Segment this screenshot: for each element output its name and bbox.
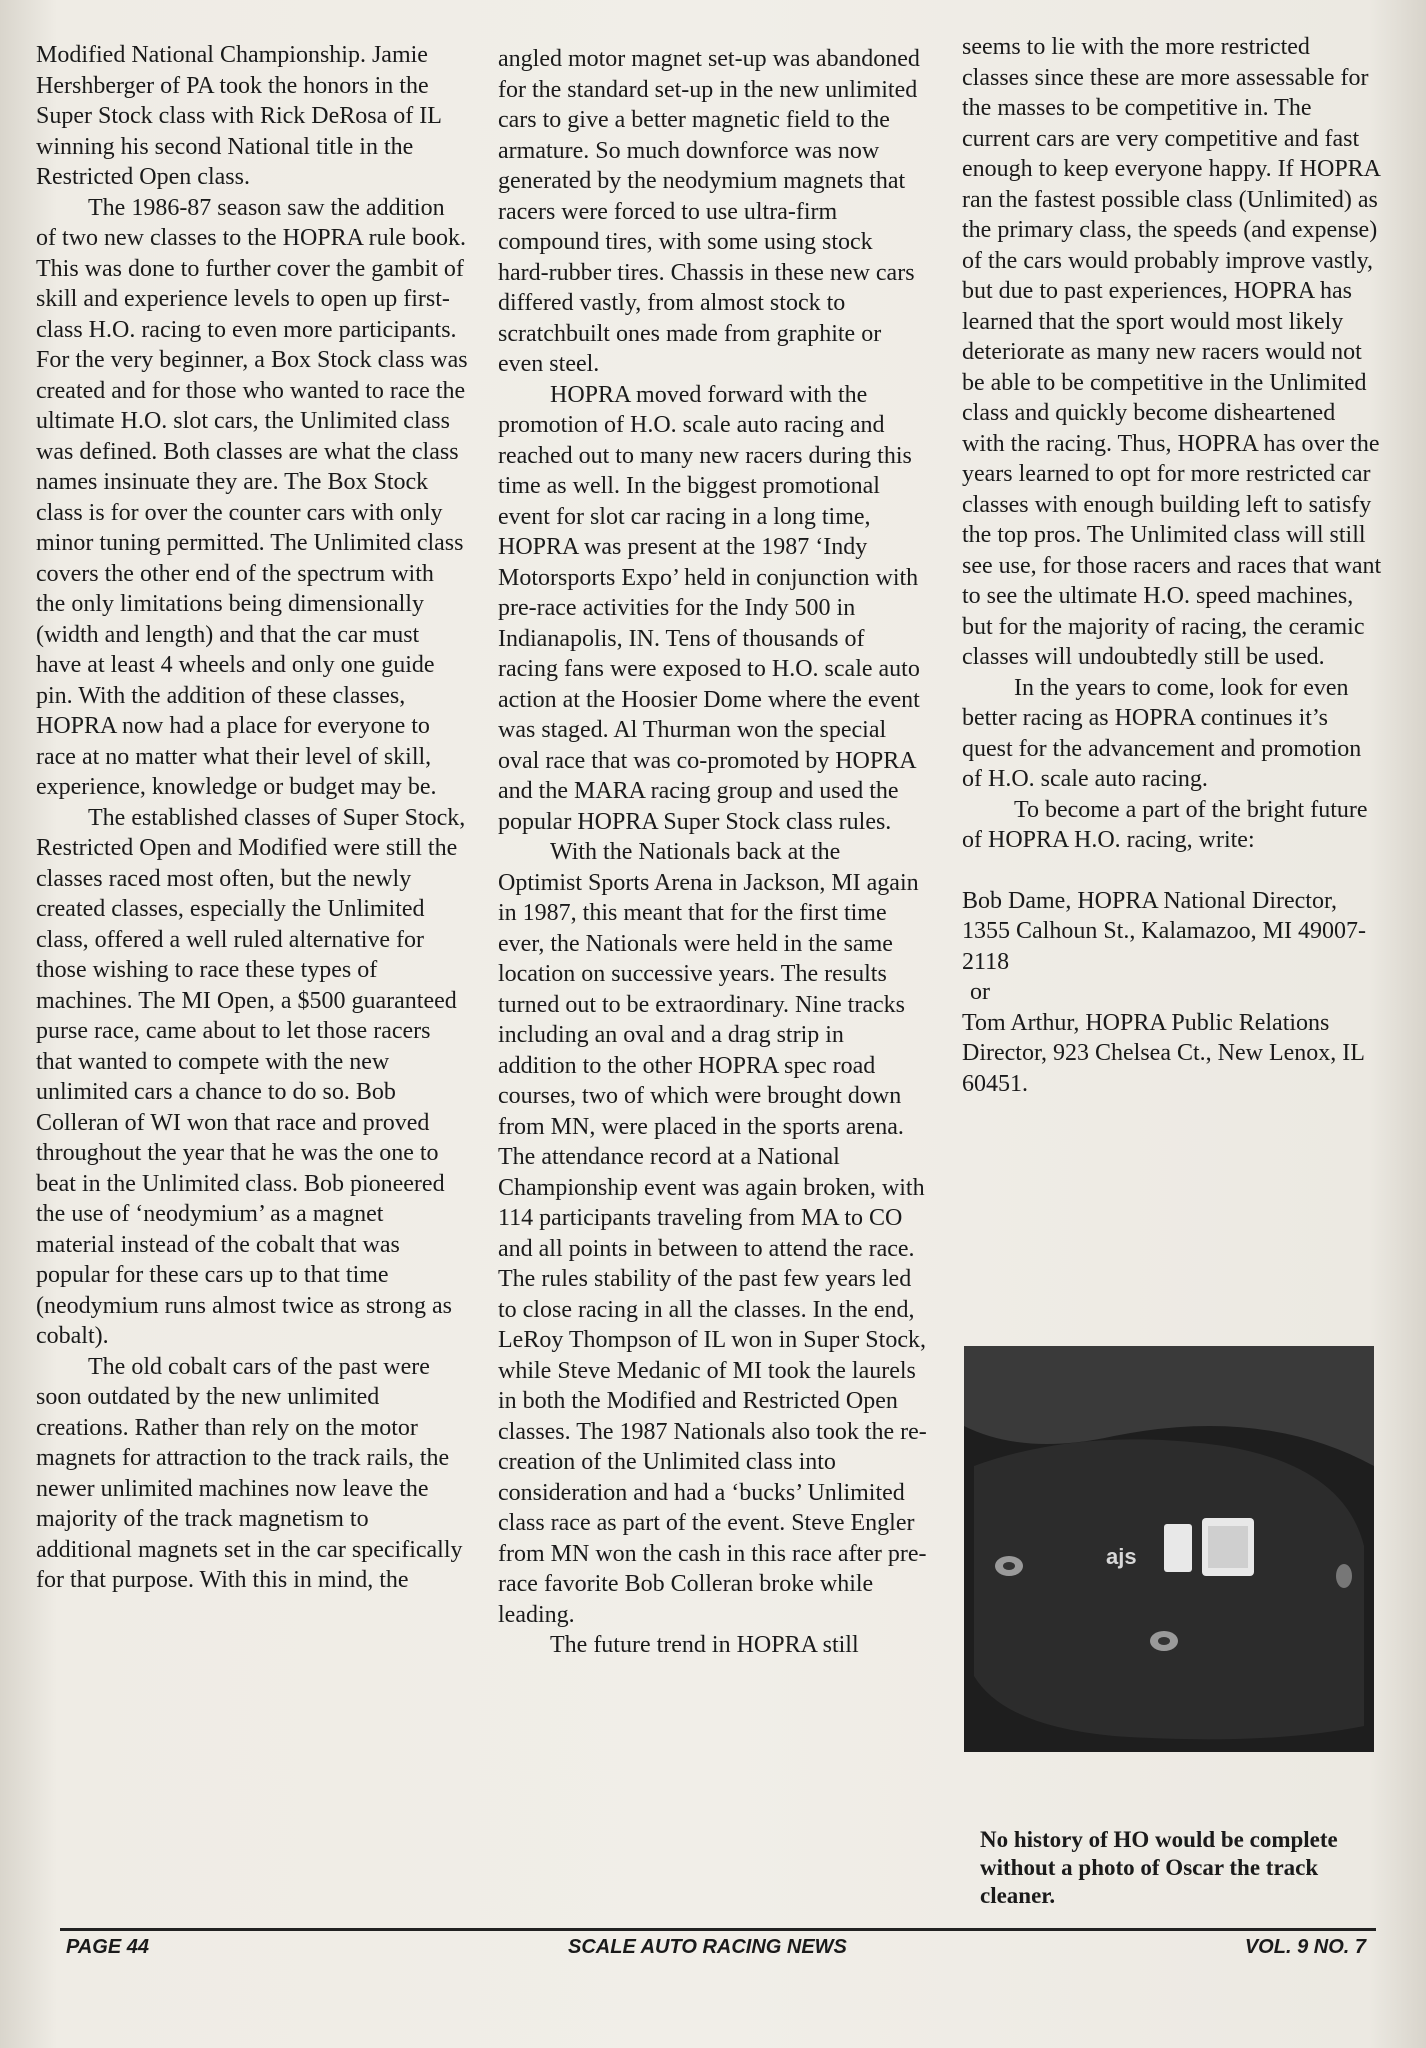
paragraph: To become a part of the bright future of HOPRA H.O. racing, write:: [962, 796, 1368, 853]
paragraph: angled motor magnet set-up was abandoned for the standard set-up in the new unlimited cars to give a better magnetic field to the armature. So much downforce was now generated by the neodymium magnets that racers were forced to use ultra-firm compound tires, with some using stock hard-rubber tires. Chassis in these new cars differed vastly, from almost stock to scratchbuilt ones made from graphite or even steel.: [498, 46, 920, 377]
article-column-3: [962, 32, 1382, 1099]
paragraph: With the Nationals back at the Optimist Sports Arena in Jackson, MI again in 1987, this meant that for the first time ever, the Nationals were held in the same location on successive years. The results turned out to be extraordinary. Nine tracks including an oval and a drag strip in addition to the other HOPRA spec road courses, two of which were brought down from MN, were placed in the sports arena. The attendance record at a National Championship event was again broken, with 114 participants traveling from MA to CO and all points in between to attend the race. The rules stability of the past few years led to close racing in all the classes. In the end, LeRoy Thompson of IL won in Super Stock, while Steve Medanic of MI took the laurels in both the Modified and Restricted Open classes. The 1987 Nationals also took the re-creation of the Unlimited class into consideration and had a ‘bucks’ Unlimited class race as part of the event. Steve Engler from MN won the cash in this race after pre-race favorite Bob Colleran broke while leading.: [498, 839, 927, 1628]
address-director: Bob Dame, HOPRA National Director, 1355 Calhoun St., Kalamazoo, MI 49007-2118: [962, 887, 1366, 975]
paragraph: The old cobalt cars of the past were soon outdated by the new unlimited creations. Rather than rely on the motor magnets for attraction to the track rails, the newer unlimited machines now leave the majority of the track magnetism to additional magnets set in the car specifically for that purpose. With this in mind, the: [36, 1353, 463, 1593]
issue-volume: VOL. 9 NO. 7: [1244, 1936, 1366, 1958]
paragraph: In the years to come, look for even better racing as HOPRA continues it’s quest for the advancement and promotion of H.O. scale auto racing.: [962, 674, 1362, 792]
paragraph: The future trend in HOPRA still: [550, 1632, 859, 1658]
page-footer: [60, 1936, 1376, 1966]
paragraph: Modified National Championship. Jamie Hershberger of PA took the honors in the Super Stock class with Rick DeRosa of IL winning his second National title in the Restricted Open class.: [36, 42, 442, 190]
paragraph: HOPRA moved forward with the promotion of H.O. scale auto racing and reached out to many new racers during this time as well. In the biggest promotional event for slot car racing in a long time, HOPRA was present at the 1987 ‘Indy Motorsports Expo’ held in conjunction with pre-race activities for the Indy 500 in Indianapolis, IN. Tens of thousands of racing fans were exposed to H.O. scale auto action at the Hoosier Dome where the event was staged. Al Thurman won the special oval race that was co-promoted by HOPRA and the MARA racing group and used the popular HOPRA Super Stock class rules.: [498, 381, 920, 835]
footer-rule: [60, 1928, 1376, 1931]
photo-caption: No history of HO would be complete without a photo of Oscar the track cleaner.: [980, 1827, 1338, 1908]
slot-car-photo-icon: [964, 1346, 1374, 1752]
contact-addresses: [962, 886, 1382, 1100]
publication-name: SCALE AUTO RACING NEWS: [568, 1936, 847, 1958]
svg-text:ajs: ajs: [1106, 1544, 1137, 1569]
article-column-1: [36, 40, 468, 1596]
article-column-2: [498, 44, 928, 1661]
oscar-track-cleaner-photo: [964, 1346, 1374, 1752]
page-number: PAGE 44: [66, 1936, 149, 1958]
address-or: or: [970, 979, 990, 1005]
paragraph: The 1986-87 season saw the addition of two new classes to the HOPRA rule book. This was done to further cover the gambit of skill and experience levels to open up first-class H.O. racing to even more participants. For the very beginner, a Box Stock class was created and for those who wanted to race the ultimate H.O. slot cars, the Unlimited class was defined. Both classes are what the class names insinuate they are. The Box Stock class is for over the counter cars with only minor tuning permitted. The Unlimited class covers the other end of the spectrum with the only limitations being dimensionally (width and length) and that the car must have at least 4 wheels and only one guide pin. With the addition of these classes, HOPRA now had a place for everyone to race at no matter what their level of skill, experience, knowledge or budget may be.: [36, 194, 468, 800]
paragraph: seems to lie with the more restricted classes since these are more assessable for the masses to be competitive in. The current cars are very competitive and fast enough to keep everyone happy. If HOPRA ran the fastest possible class (Unlimited) as the primary class, the speeds (and expense) of the cars would probably improve vastly, but due to past experiences, HOPRA has learned that the sport would most likely deteriorate as many new racers would not be able to be competitive in the Unlimited class and quickly become disheartened with the racing. Thus, HOPRA has over the years learned to opt for more restricted car classes with enough building left to satisfy the top pros. The Unlimited class will still see use, for those racers and races that want to see the ultimate H.O. speed machines, but for the majority of racing, the ceramic classes will undoubtedly still be used.: [962, 34, 1382, 670]
address-pr-director: Tom Arthur, HOPRA Public Relations Director, 923 Chelsea Ct., New Lenox, IL 60451.: [962, 1009, 1365, 1097]
paragraph: The established classes of Super Stock, Restricted Open and Modified were still the classes raced most often, but the newly created classes, especially the Unlimited class, offered a well ruled alternative for those wishing to race these types of machines. The MI Open, a $500 guaranteed purse race, came about to let those racers that wanted to compete with the new unlimited cars a chance to do so. Bob Colleran of WI won that race and proved throughout the year that he was the one to beat in the Unlimited class. Bob pioneered the use of ‘neodymium’ as a magnet material instead of the cobalt that was popular for these cars up to that time (neodymium runs almost twice as strong as cobalt).: [36, 804, 466, 1349]
